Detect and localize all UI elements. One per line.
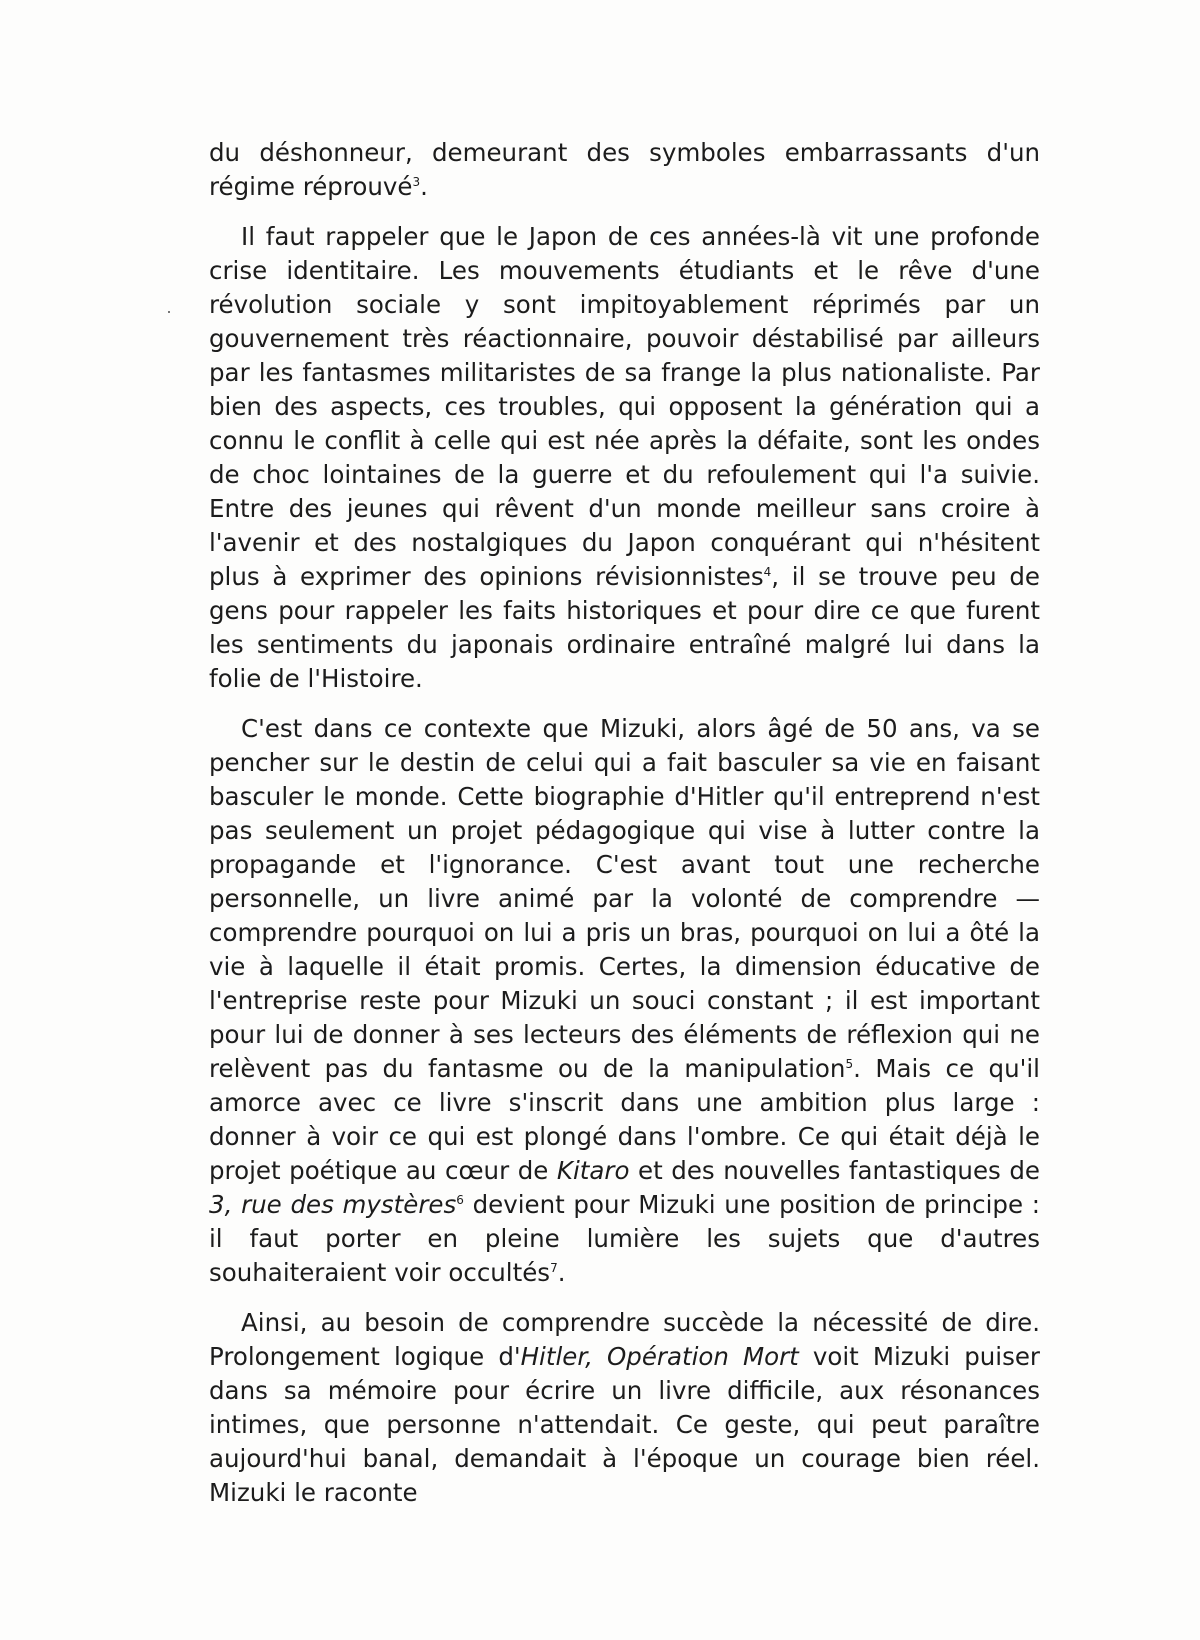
margin-mark: [168, 311, 170, 313]
paragraph-1: du déshonneur, demeurant des symboles embarrassants d'un régime réprouvé$^3$.: [209, 138, 1040, 201]
footnote-ref-6: 6: [456, 1193, 464, 1207]
title-kitaro: Kitaro: [556, 1156, 630, 1185]
paragraph-4: Ainsi, au besoin de comprendre succède la nécessité de dire. Prolongement logique d'Hitler, Opération Mort voit Mizuki puiser dans sa mémoire pour écrire un livre difficile, aux résonances intimes, que personne n'attendait. Ce geste, qui peut paraître aujourd'hui banal, demandait à l'époque un courage bien réel. Mizuki le raconte: [209, 1308, 1041, 1507]
footnote-ref-7: 7: [550, 1261, 558, 1275]
body-text: [209, 136, 1040, 1526]
title-rue-des-mysteres: 3, rue des mystères: [209, 1190, 457, 1219]
title-hitler-operation-mort: Hitler, Opération Mort: [520, 1342, 799, 1371]
footnote-ref-5: 5: [845, 1057, 854, 1071]
footnote-ref-4: 4: [763, 565, 772, 579]
footnote-ref-3: 3: [412, 175, 421, 189]
paragraph-2: Il faut rappeler que le Japon de ces années-là vit une profonde crise identitaire. Les mouvements étudiants et le rêve d'une révolution sociale y sont impitoyablement réprimés par un gouvernement très réactionnaire, pouvoir déstabilisé par ailleurs par les fantasmes militaristes de sa frange la plus nationaliste. Par bien des aspects, ces troubles, qui opposent la génération qui a connu le conflit à celle qui est née après la défaite, sont les ondes de choc lointaines de la guerre et du refoulement qui l'a suivie. Entre des jeunes qui rêvent d'un monde meilleur sans croire à l'avenir et des nostalgiques du Japon conquérant qui n'hésitent plus à exprimer des opinions révisionnistes$^4$, il se trouve peu de gens pour rappeler les faits historiques et pour dire ce que furent les sentiments du japonais ordinaire entraîné malgré lui dans la folie de l'Histoire.: [209, 222, 1041, 693]
paragraph-3: C'est dans ce contexte que Mizuki, alors âgé de 50 ans, va se pencher sur le destin de celui qui a fait basculer sa vie en faisant basculer le monde. Cette biographie d'Hitler qu'il entreprend n'est pas seulement un projet pédagogique qui vise à lutter contre la propagande et l'ignorance. C'est avant tout une recherche personnelle, un livre animé par la volonté de comprendre — comprendre pourquoi on lui a pris un bras, pourquoi on lui a ôté la vie à laquelle il était promis. Certes, la dimension éducative de l'entreprise reste pour Mizuki un souci constant ; il est important pour lui de donner à ses lecteurs des éléments de réflexion qui ne relèvent pas du fantasme ou de la manipulation$^5$. Mais ce qu'il amorce avec ce livre s'inscrit dans une ambition plus large : donner à voir ce qui est plongé dans l'ombre. Ce qui était déjà le projet poétique au cœur de Kitaro et des nouvelles fantastiques de 3, rue des mystères$^6$ devient pour Mizuki une position de principe : il faut porter en pleine lumière les sujets que d'autres souhaiteraient voir occultés$^7$.: [209, 714, 1040, 1287]
